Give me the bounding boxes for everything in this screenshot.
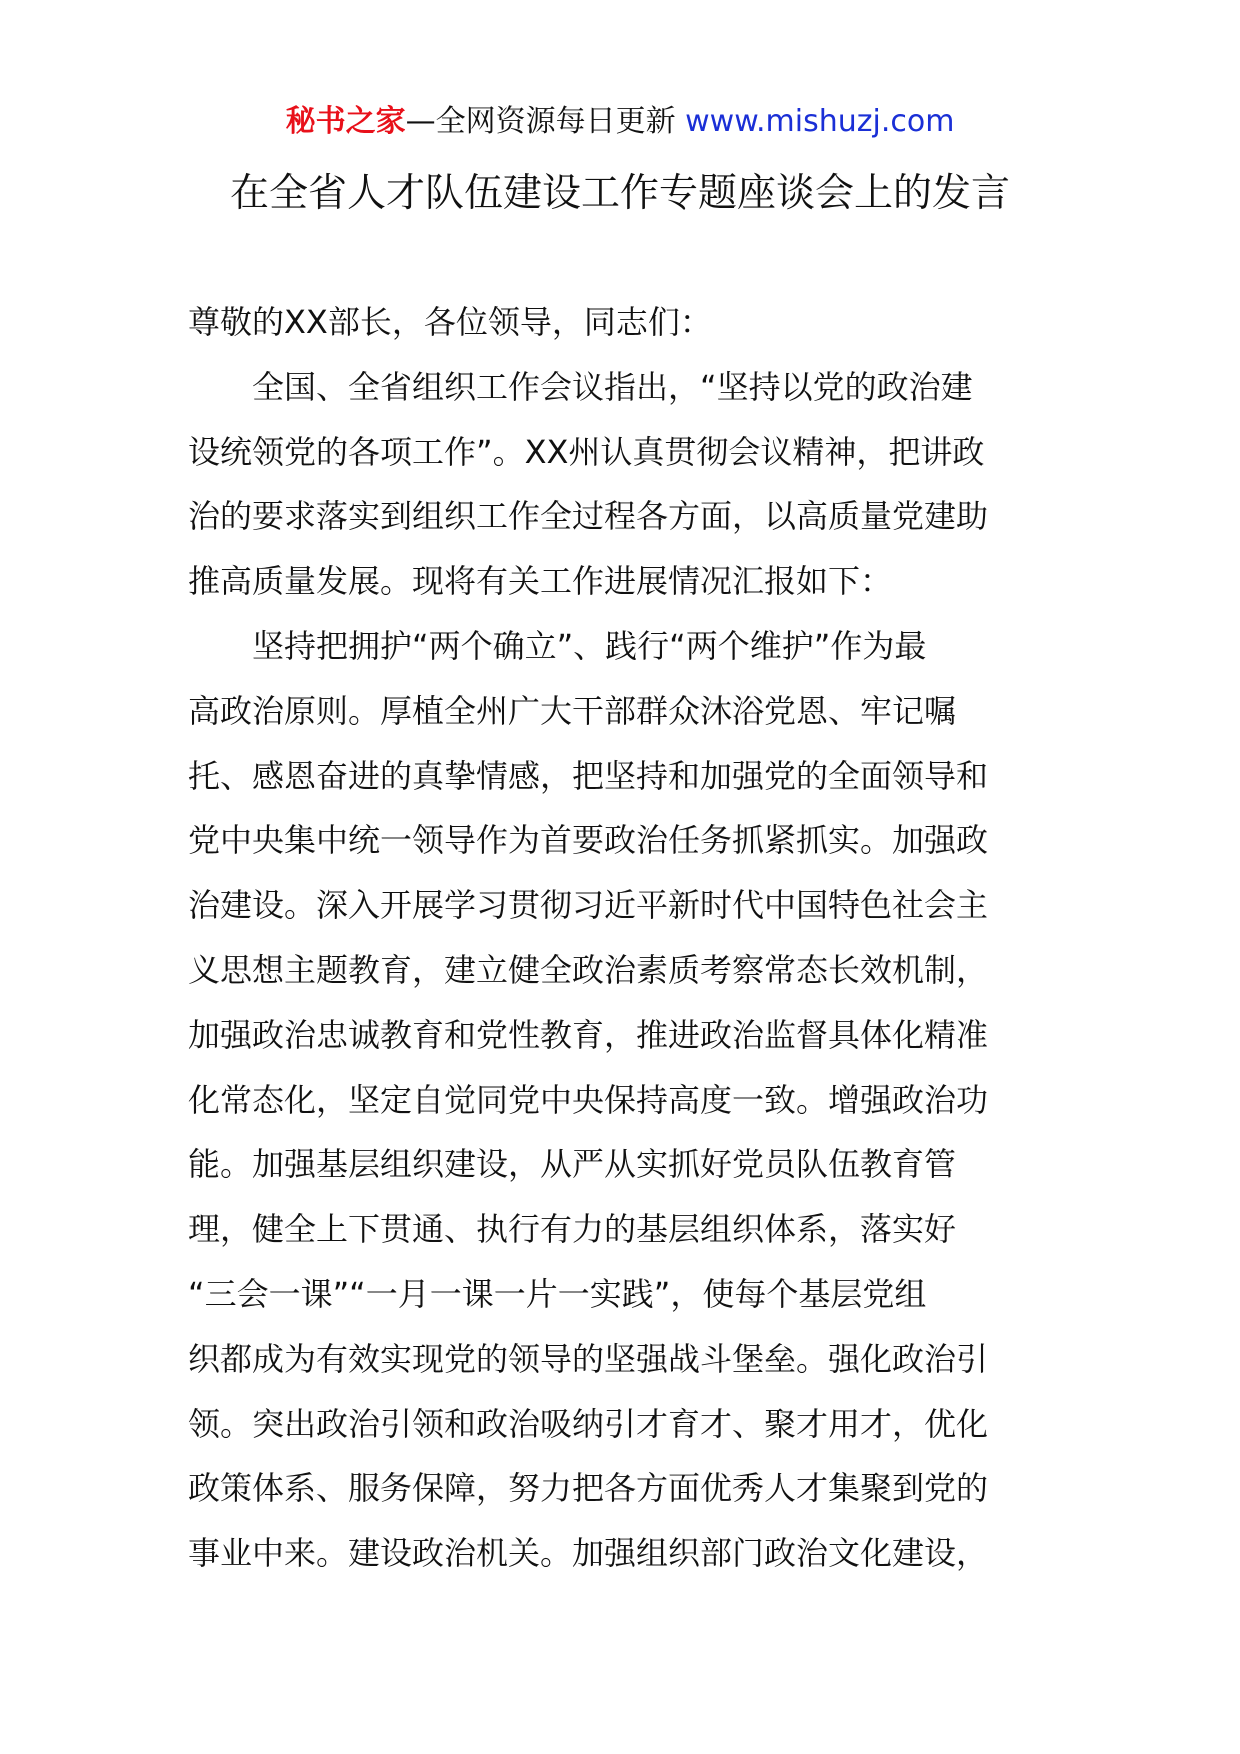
salutation: 尊敬的XX部长，各位领导，同志们： [188, 303, 712, 341]
paragraph-line: 事业中来。建设政治机关。加强组织部门政治文化建设， [188, 1534, 989, 1573]
paragraph-line: 全国、全省组织工作会议指出，“坚持以党的政治建 [252, 367, 973, 406]
paragraph-line: 义思想主题教育，建立健全政治素质考察常态长效机制， [188, 950, 989, 989]
site-header [0, 100, 1240, 144]
paragraph-2 [188, 614, 1050, 1586]
paragraph-line: 织都成为有效实现党的领导的坚强战斗堡垒。强化政治引 [188, 1339, 989, 1378]
paragraph-line: 化常态化，坚定自觉同党中央保持高度一致。增强政治功 [188, 1080, 989, 1119]
paragraph-line: 党中央集中统一领导作为首要政治任务抓紧抓实。加强政 [188, 821, 989, 860]
paragraph-line: 能。加强基层组织建设，从严从实抓好党员队伍教育管 [188, 1145, 957, 1184]
site-tagline: —全网资源每日更新 [405, 104, 686, 139]
paragraph-line: 治的要求落实到组织工作全过程各方面，以高质量党建助 [188, 497, 989, 536]
document-body [188, 290, 1050, 1586]
brand-name: 秘书之家 [285, 104, 406, 139]
paragraph-line: 设统领党的各项工作”。XX州认真贯彻会议精神，把讲政 [188, 432, 985, 471]
paragraph-line: 高政治原则。厚植全州广大干部群众沐浴党恩、牢记嘱 [188, 691, 957, 730]
paragraph-line: 托、感恩奋进的真挚情感，把坚持和加强党的全面领导和 [188, 756, 989, 795]
paragraph-1 [188, 355, 1050, 614]
paragraph-line: 领。突出政治引领和政治吸纳引才育才、聚才用才，优化 [188, 1404, 989, 1443]
paragraph-line: 政策体系、服务保障，努力把各方面优秀人才集聚到党的 [188, 1469, 989, 1508]
paragraph-line: 推高质量发展。现将有关工作进展情况汇报如下： [188, 562, 893, 601]
paragraph-line: 理，健全上下贯通、执行有力的基层组织体系，落实好 [188, 1210, 957, 1249]
document-title: 在全省人才队伍建设工作专题座谈会上的发言 [229, 171, 1010, 216]
paragraph-line: 加强政治忠诚教育和党性教育，推进政治监督具体化精准 [188, 1015, 989, 1054]
site-url[interactable]: www.mishuzj.com [685, 104, 955, 139]
paragraph-line: 治建设。深入开展学习贯彻习近平新时代中国特色社会主 [188, 886, 989, 925]
paragraph-line: “三会一课”“一月一课一片一实践”，使每个基层党组 [188, 1274, 927, 1313]
paragraph-line: 坚持把拥护“两个确立”、践行“两个维护”作为最 [252, 626, 927, 665]
